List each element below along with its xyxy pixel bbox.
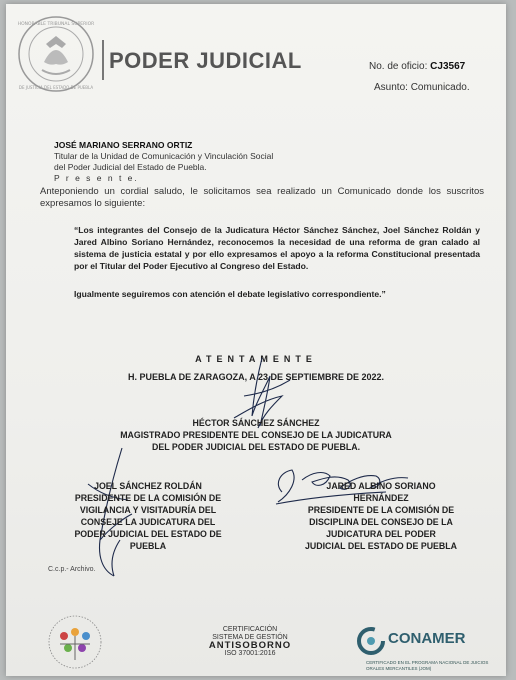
signer-right bbox=[276, 480, 486, 552]
document-page bbox=[6, 4, 506, 676]
conamer-logo-icon bbox=[356, 626, 386, 656]
gender-equality-emblem-icon bbox=[34, 612, 116, 672]
atentamente: ATENTAMENTE bbox=[195, 354, 317, 364]
signer-left bbox=[58, 480, 238, 552]
asunto-value: Comunicado. bbox=[410, 82, 470, 93]
recipient-presente: P r e s e n t e. bbox=[54, 173, 139, 183]
asunto-label: Asunto: bbox=[374, 82, 408, 93]
recipient-line: del Poder Judicial del Estado de Puebla. bbox=[54, 162, 207, 172]
recipient-block bbox=[54, 140, 273, 184]
oficio-number bbox=[369, 61, 465, 72]
signer-right-title: DISCIPLINA DEL CONSEJO DE LA bbox=[309, 517, 453, 527]
signer-left-title: PUEBLA bbox=[129, 541, 167, 551]
signer-left-title: PRESIDENTE DE LA COMISIÓN DE bbox=[74, 493, 222, 503]
brand-divider bbox=[102, 40, 104, 80]
intro-paragraph: Anteponiendo un cordial saludo, le solicitamos sea realizado un Comunicado donde los suscritos expresamos lo siguiente: bbox=[40, 186, 484, 209]
signer-main-title: DEL PODER JUDICIAL DEL ESTADO DE PUEBLA. bbox=[151, 442, 361, 452]
cert-title: ANTISOBORNO bbox=[208, 640, 292, 651]
cert-line: CERTIFICACIÓN bbox=[222, 626, 278, 633]
signer-right-title: JUDICIAL DEL ESTADO DE PUEBLA bbox=[304, 541, 457, 551]
ccp-note: C.c.p.- Archivo. bbox=[48, 566, 96, 573]
conamer-name: CONAMER bbox=[388, 630, 466, 647]
signer-left-title: VIGILANCIA Y VISITADURÍA DEL bbox=[79, 505, 217, 515]
seal-text-bottom: DE JUSTICIA DEL ESTADO DE PUEBLA bbox=[18, 85, 94, 90]
oficio-value: CJ3567 bbox=[430, 61, 466, 72]
certification-antisoborno bbox=[180, 626, 320, 658]
signer-right-title: JUDICATURA DEL PODER bbox=[326, 529, 436, 539]
signer-main-name: HÉCTOR SÁNCHEZ SÁNCHEZ bbox=[192, 418, 320, 428]
signer-main bbox=[6, 417, 506, 453]
signer-right-title: PRESIDENTE DE LA COMISIÓN DE bbox=[307, 505, 455, 515]
conamer-subtitle: CERTIFICADO EN EL PROGRAMA NACIONAL DE JUICIOS ORALES MERCANTILES (JOM) bbox=[366, 660, 489, 671]
state-seal-icon bbox=[16, 14, 96, 94]
quote-paragraph: “Los integrantes del Consejo de la Judicatura Héctor Sánchez Sánchez, Joel Sánchez Roldán y Jared Albino Soriano Hernández, reconocemos la necesidad de una reforma de gran calado al sistema de justicia estatal y por ello expresamos el apoyo a la reforma Constitucional presentada por el Titular del Poder Ejecutivo al Congreso del Estado. bbox=[74, 225, 480, 271]
place-date: H. PUEBLA DE ZARAGOZA, A 23 DE SEPTIEMBRE DE 2022. bbox=[127, 372, 385, 382]
cert-line: ISO 37001:2016 bbox=[224, 650, 276, 657]
cert-line: SISTEMA DE GESTIÓN bbox=[212, 634, 288, 641]
seal-text-top: HONORABLE TRIBUNAL SUPERIOR bbox=[17, 22, 95, 27]
quote-paragraph-closing: Igualmente seguiremos con atención el debate legislativo correspondiente.” bbox=[74, 289, 386, 299]
signer-left-title: CONSEJE LA JUDICATURA DEL bbox=[80, 517, 216, 527]
signer-right-name: HERNÁNDEZ bbox=[353, 493, 409, 503]
signer-left-name: JOEL SÁNCHEZ ROLDÁN bbox=[94, 481, 202, 491]
signer-right-name: JARED ALBINO SORIANO bbox=[326, 481, 436, 491]
asunto bbox=[374, 82, 470, 93]
brand-title: PODER JUDICIAL bbox=[109, 48, 302, 73]
oficio-label: No. de oficio: bbox=[369, 61, 428, 72]
signer-left-title: PODER JUDICIAL DEL ESTADO DE bbox=[74, 529, 222, 539]
signer-main-title: MAGISTRADO PRESIDENTE DEL CONSEJO DE LA JUDICATURA bbox=[120, 430, 392, 440]
recipient-line: Titular de la Unidad de Comunicación y Vinculación Social bbox=[54, 151, 274, 161]
recipient-name: JOSÉ MARIANO SERRANO ORTIZ bbox=[54, 140, 193, 150]
